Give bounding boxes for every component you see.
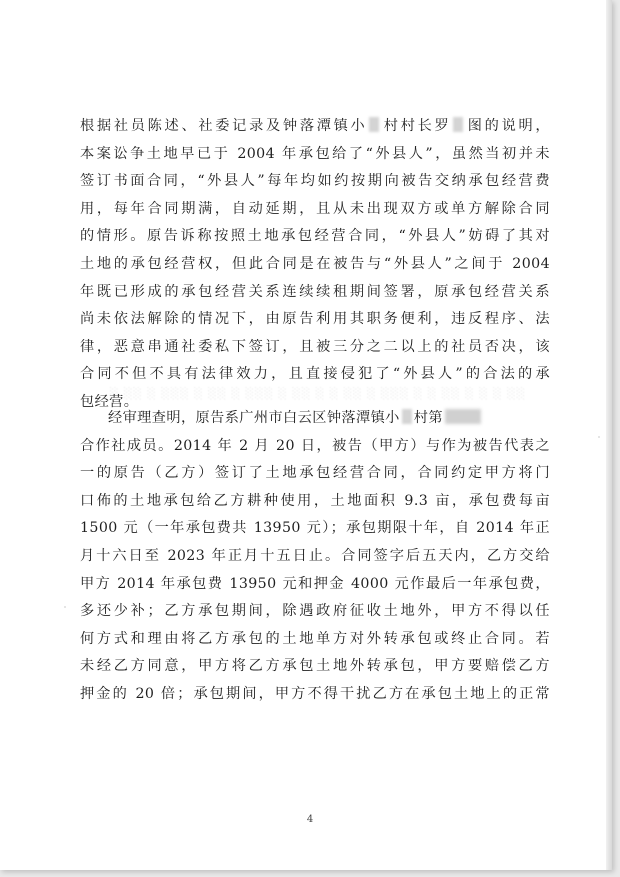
text-line: 签订书面合同，“外县人”每年均如约按期向被告交纳承包经营费 xyxy=(80,173,550,190)
text-line xyxy=(80,405,550,433)
text-line: 1500 元（一年承包费共 13950 元）；承包期限十年，自 2014 年正 xyxy=(80,520,550,537)
text-segment: 图的说明， xyxy=(465,118,550,134)
page-number: 4 xyxy=(306,814,314,825)
text-line: 何方式和理由将乙方承包的土地单方对外转承包或终止合同。若 xyxy=(80,630,550,647)
bleed-through-text: ░ ░░ ░ ░░░ ░ ░░ ░ ░░░ ░ ░░ ░ ░ ░░ ░ ░░░ ░ ░ ░░ ░ ░ ░ ░░ xyxy=(110,387,527,400)
scan-speck xyxy=(598,436,600,438)
text-line: 年既已形成的承包经营关系连续续租期间签署，原承包经营关系 xyxy=(80,283,550,300)
redaction-mark xyxy=(453,117,463,132)
paragraph-findings xyxy=(80,405,550,709)
text-line: 土地的承包经营权，但此合同是在被告与“外县人”之间于 2004 xyxy=(80,255,550,272)
text-line: 本案讼争土地早已于 2004 年承包给了“外县人”，虽然当初并未 xyxy=(80,145,550,162)
text-line: 合作社成员。2014 年 2 月 20 日，被告（甲方）与作为被告代表之 xyxy=(80,437,550,454)
paragraph-testimony xyxy=(80,113,550,417)
text-segment: 根据社员陈述、社委记录及钟落潭镇小 xyxy=(80,118,368,134)
text-line: 一的原告（乙方）签订了土地承包经营合同，合同约定甲方将门 xyxy=(80,465,550,482)
text-line: 甲方 2014 年承包费 13950 元和押金 4000 元作最后一年承包费， xyxy=(80,575,550,592)
text-line: 未经乙方同意，甲方将乙方承包土地外转承包，甲方要赔偿乙方 xyxy=(80,658,550,675)
text-line: 包经营。 xyxy=(80,393,139,410)
redaction-mark xyxy=(369,117,379,132)
text-line: 押金的 20 倍；承包期间，甲方不得干扰乙方在承包土地上的正常 xyxy=(80,685,550,702)
text-line: 用，每年合同期满，自动延期，且从未出现双方或单方解除合同 xyxy=(80,200,550,217)
redaction-mark xyxy=(402,409,412,424)
text-segment: 村村长罗 xyxy=(381,118,452,134)
text-segment: 村第 xyxy=(413,410,443,426)
text-line: 律，恶意串通社委私下签订，且被三分之二以上的社员否决，该 xyxy=(80,338,550,355)
scan-speck xyxy=(64,606,66,608)
text-line: 多还少补；乙方承包期间，除遇政府征收土地外，甲方不得以任 xyxy=(80,603,550,620)
text-line: 尚未依法解除的情况下，由原告利用其职务便利，违反程序、法 xyxy=(80,311,550,328)
text-line: 口佈的土地承包给乙方耕种使用，土地面积 9.3 亩，承包费每亩 xyxy=(80,492,550,509)
redaction-mark xyxy=(445,409,481,424)
page-edge-shadow xyxy=(606,0,612,870)
text-line xyxy=(80,113,550,141)
text-segment: 经审理查明，原告系广州市白云区钟落潭镇小 xyxy=(108,410,400,426)
text-line: 月十六日至 2023 年正月十五日止。合同签字后五天内，乙方交给 xyxy=(80,547,550,564)
text-line: 合同不但不具有法律效力，且直接侵犯了“外县人”的合法的承 xyxy=(80,366,550,383)
text-line: 的情形。原告诉称按照土地承包经营合同，“外县人”妨碍了其对 xyxy=(80,228,550,245)
